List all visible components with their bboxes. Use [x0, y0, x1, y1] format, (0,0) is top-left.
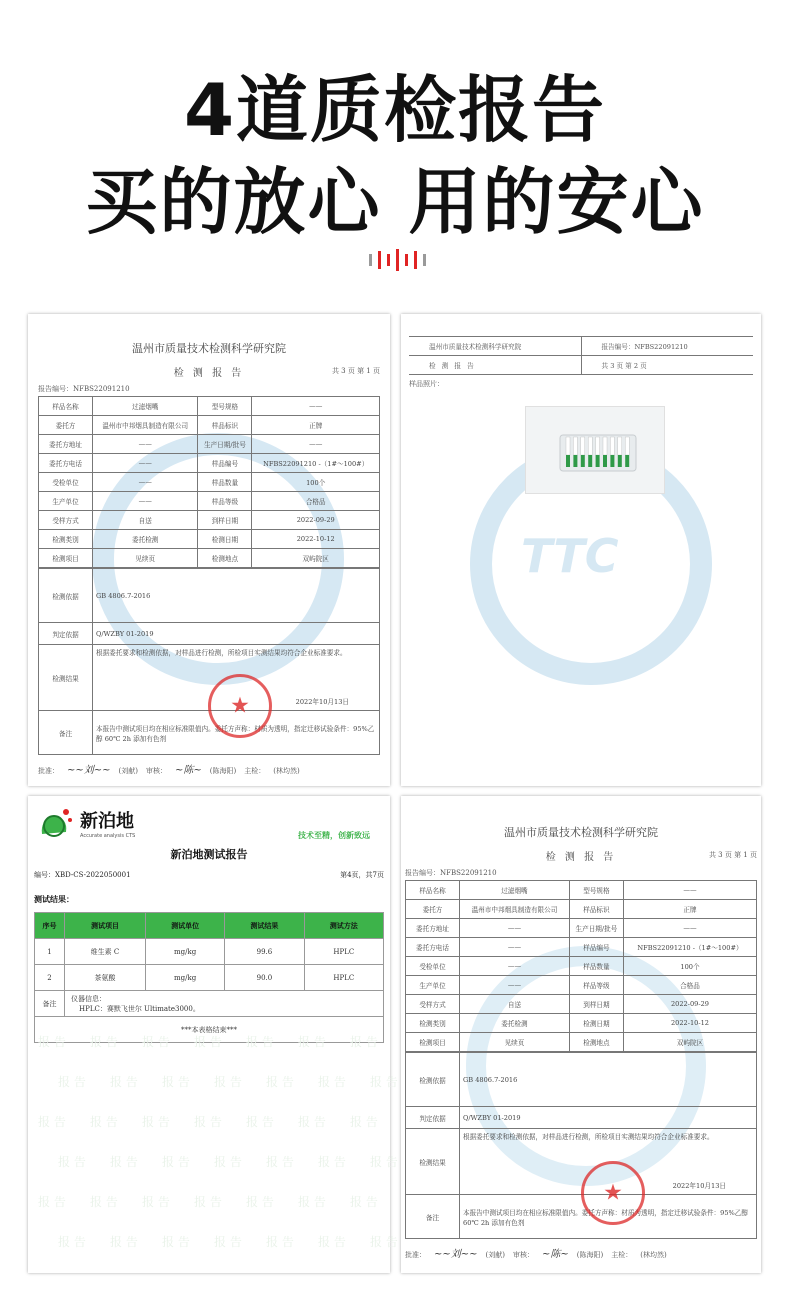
field-value: 100个 [623, 957, 756, 976]
watermark-text: 报 告 [318, 1155, 346, 1169]
field-value: —— [460, 919, 570, 938]
field-label: 样品标识 [198, 416, 252, 435]
filter-tip-green [596, 455, 600, 467]
watermark-text: 报 告 [370, 1235, 398, 1249]
table-row [35, 965, 384, 991]
judge-value: Q/WZBY 01-2019 [93, 623, 380, 645]
field-value: —— [252, 435, 380, 454]
field-label: 样品数量 [198, 473, 252, 492]
field-value: 2022-09-29 [252, 511, 380, 530]
field-value: —— [93, 454, 198, 473]
table-cell: 1 [35, 939, 65, 965]
field-label: 到样日期 [569, 995, 623, 1014]
field-label: 生产日期/批号 [569, 919, 623, 938]
watermark-text: 报 告 [318, 1075, 346, 1089]
filter-tip-green [588, 455, 592, 467]
watermark-text: 报 告 [370, 1075, 398, 1089]
note-value: 本报告中测试项目均在相应标准限值内。委托方声称：材质为透明，指定迁移试验条件：95%乙醇 60℃ 2h 添加有色剂 [93, 711, 380, 755]
filter-tip [573, 437, 577, 455]
report-table-bottom [38, 568, 380, 755]
table-cell: 90.0 [225, 965, 304, 991]
filter-tip [625, 437, 629, 455]
column-header: 测试项目 [65, 913, 146, 939]
signature-review: ~陈~ [174, 765, 202, 776]
main-name: (林均然) [640, 1251, 667, 1259]
report-card-2 [401, 314, 761, 786]
signature-row [405, 1245, 757, 1260]
judge-value: Q/WZBY 01-2019 [460, 1107, 757, 1129]
field-label: 受样方式 [406, 995, 460, 1014]
watermark-text: 报 告 [246, 1115, 274, 1129]
filter-tip-green [610, 455, 614, 467]
main-label: 主检： [611, 1251, 633, 1259]
review-name: (陈海阳) [576, 1251, 604, 1259]
institute-name: 温州市质量技术检测科学研究院 [504, 826, 658, 839]
field-label: 生产日期/批号 [198, 435, 252, 454]
report-row [406, 1033, 757, 1052]
watermark-text: 报 告 [162, 1235, 190, 1249]
results-label: 测试结果： [34, 895, 74, 904]
report-title: 检 测 报 告 [545, 852, 617, 863]
filter-tip [618, 437, 622, 455]
report-row [39, 416, 380, 435]
slogan: 技术至精，创新致远 [298, 831, 370, 840]
field-label: 委托方电话 [39, 454, 93, 473]
field-label: 委托方地址 [39, 435, 93, 454]
signature-row [38, 761, 380, 776]
signature-review: ~陈~ [541, 1249, 569, 1260]
field-label: 检测项目 [39, 549, 93, 568]
field-label: 型号规格 [569, 881, 623, 900]
watermark-text: 报 告 [58, 1235, 86, 1249]
code-value: XBD-CS-2022050001 [55, 871, 131, 879]
table-cell: 2 [35, 965, 65, 991]
field-value: 2022-10-12 [252, 530, 380, 549]
watermark-text: 报 告 [298, 1035, 326, 1049]
table-row [35, 939, 384, 965]
report-number: 报告编号：NFBS22091210 [38, 385, 130, 393]
field-label: 受检单位 [39, 473, 93, 492]
report-row [406, 976, 757, 995]
field-value: 委托检测 [93, 530, 198, 549]
filter-tip-green [581, 455, 585, 467]
field-value: 2022-10-12 [623, 1014, 756, 1033]
judge-label: 判定依据 [39, 623, 93, 645]
report-table [38, 396, 380, 568]
field-value: —— [93, 435, 198, 454]
field-label: 样品编号 [198, 454, 252, 473]
note-label: 备注 [35, 991, 65, 1017]
watermark-text: 报 告 [194, 1035, 222, 1049]
watermark-text: 报 告 [214, 1155, 242, 1169]
field-value: 见续页 [460, 1033, 570, 1052]
table-end: ***本表格结束*** [35, 1017, 384, 1043]
field-label: 受检单位 [406, 957, 460, 976]
filter-tip [603, 437, 607, 455]
institute-name: 温州市质量技术检测科学研究院 [409, 337, 582, 355]
report-card-3 [28, 796, 398, 1273]
field-value: 自送 [460, 995, 570, 1014]
logo-text: 新泊地 [80, 811, 134, 832]
report-table [405, 880, 757, 1052]
field-value: 温州市中邦烟具制造有限公司 [93, 416, 198, 435]
basis-value: GB 4806.7-2016 [460, 1053, 757, 1107]
watermark-text: 报 告 [266, 1075, 294, 1089]
watermark-text: 报 告 [194, 1195, 222, 1209]
note-label: 备注 [406, 1195, 460, 1239]
page-info: 共 3 页 第 2 页 [601, 362, 647, 370]
decorative-divider [355, 248, 435, 272]
review-label: 审核： [145, 767, 167, 775]
signature-approve: ~~刘~~ [434, 1249, 478, 1260]
note-line2: HPLC：赛默飞世尔 Ultimate3000。 [79, 1004, 200, 1013]
basis-label: 检测依据 [39, 569, 93, 623]
watermark-text: 报 告 [350, 1115, 378, 1129]
report-row [39, 473, 380, 492]
institute-name: 温州市质量技术检测科学研究院 [132, 342, 286, 355]
watermark-text: 报 告 [90, 1035, 118, 1049]
watermark-text: 报 告 [214, 1075, 242, 1089]
report-row [39, 549, 380, 568]
watermark-text: 报 告 [110, 1075, 138, 1089]
field-value: 过滤烟嘴 [460, 881, 570, 900]
table-cell: 茶氨酸 [65, 965, 146, 991]
watermark-text: 报 告 [38, 1195, 66, 1209]
field-value: NFBS22091210 -（1#～100#） [623, 938, 756, 957]
field-label: 检测日期 [569, 1014, 623, 1033]
field-label: 生产单位 [39, 492, 93, 511]
field-value: 温州市中邦烟具制造有限公司 [460, 900, 570, 919]
table-cell: mg/kg [145, 939, 224, 965]
report-number: 报告编号：NFBS22091210 [601, 343, 688, 351]
watermark-text: 报 告 [58, 1075, 86, 1089]
watermark-text: 报 告 [58, 1155, 86, 1169]
code-label: 编号： [34, 871, 55, 879]
watermark-text: 报 告 [298, 1195, 326, 1209]
result-text: 根据委托要求和检测依据，对样品进行检测，所检项目实测结果均符合企业标准要求。 [96, 649, 347, 657]
photo-label: 样品照片： [409, 380, 444, 388]
report-date: 2022年10月13日 [672, 1182, 726, 1190]
report-row [406, 1014, 757, 1033]
filter-tip-green [618, 455, 622, 467]
result-label: 检测结果 [406, 1129, 460, 1195]
main-name: (林均然) [273, 767, 300, 775]
column-header: 序号 [35, 913, 65, 939]
field-value: —— [460, 957, 570, 976]
field-label: 样品标识 [569, 900, 623, 919]
table-cell: HPLC [304, 939, 383, 965]
watermark-text: 报 告 [90, 1195, 118, 1209]
report-row [406, 900, 757, 919]
report-card-4 [401, 796, 761, 1273]
field-value: 过滤烟嘴 [93, 397, 198, 416]
field-label: 检测日期 [198, 530, 252, 549]
watermark-text: 报 告 [162, 1075, 190, 1089]
flask-logo-icon [36, 806, 76, 840]
headline-line1: 4道质检报告 [183, 68, 607, 152]
field-value: 委托检测 [460, 1014, 570, 1033]
report-row [39, 397, 380, 416]
watermark-text: 报 告 [246, 1035, 274, 1049]
filter-tip [610, 437, 614, 455]
watermark-text: 报 告 [246, 1195, 274, 1209]
sample-photo [525, 406, 665, 494]
result-label: 检测结果 [39, 645, 93, 711]
filter-tip [566, 437, 570, 455]
approve-label: 批准： [405, 1251, 426, 1259]
watermark-text: 报 告 [298, 1115, 326, 1129]
page-info: 共 3 页 第 1 页 [708, 851, 757, 859]
signature-approve: ~~刘~~ [67, 765, 111, 776]
table-cell: mg/kg [145, 965, 224, 991]
watermark-text: 报 告 [142, 1195, 170, 1209]
field-value: 合格品 [252, 492, 380, 511]
xbd-report-title: 新泊地测试报告 [170, 848, 248, 861]
approve-name: (刘献) [118, 767, 138, 775]
column-header: 测试结果 [225, 913, 304, 939]
filter-tip-green [625, 455, 629, 467]
field-value: 2022-09-29 [623, 995, 756, 1014]
field-label: 样品名称 [39, 397, 93, 416]
result-text: 根据委托要求和检测依据，对样品进行检测，所检项目实测结果均符合企业标准要求。 [463, 1133, 714, 1141]
filter-tip [581, 437, 585, 455]
report-row [406, 881, 757, 900]
official-seal: ★ [208, 674, 272, 738]
field-label: 样品等级 [198, 492, 252, 511]
report-row [39, 435, 380, 454]
field-value: NFBS22091210 -（1#～100#） [252, 454, 380, 473]
field-value: —— [460, 976, 570, 995]
filter-tip [588, 437, 592, 455]
ttc-watermark-text: TTC [521, 529, 619, 583]
field-label: 检测类别 [39, 530, 93, 549]
table-cell: 99.6 [225, 939, 304, 965]
field-label: 检测类别 [406, 1014, 460, 1033]
watermark-text: 报 告 [110, 1235, 138, 1249]
field-value: 双屿院区 [252, 549, 380, 568]
field-value: —— [252, 397, 380, 416]
field-value: 正牌 [252, 416, 380, 435]
sample-photo-image [526, 407, 666, 495]
field-value: 见续页 [93, 549, 198, 568]
field-value: —— [93, 492, 198, 511]
field-value: —— [623, 919, 756, 938]
field-value: 合格品 [623, 976, 756, 995]
results-table [34, 912, 384, 1043]
note-label: 备注 [39, 711, 93, 755]
field-value: 双屿院区 [623, 1033, 756, 1052]
field-label: 委托方电话 [406, 938, 460, 957]
main-label: 主检： [244, 767, 266, 775]
filter-tip-green [603, 455, 607, 467]
page-info: 第4页，共7页 [340, 871, 384, 879]
field-value: 100个 [252, 473, 380, 492]
field-label: 检测项目 [406, 1033, 460, 1052]
report-title: 检 测 报 告 [409, 356, 582, 374]
report-card-1 [28, 314, 390, 786]
note-line1: 仪器信息： [71, 994, 106, 1003]
note-value: 本报告中测试项目均在相应标准限值内。委托方声称：材质为透明，指定迁移试验条件：95%乙醇 60℃ 2h 添加有色剂 [460, 1195, 757, 1239]
page-info: 共 3 页 第 1 页 [331, 367, 380, 375]
headline-line2: 买的放心 用的安心 [85, 160, 705, 244]
field-label: 检测地点 [198, 549, 252, 568]
watermark-text: 报 告 [110, 1155, 138, 1169]
field-label: 生产单位 [406, 976, 460, 995]
watermark-text: 报 告 [194, 1115, 222, 1129]
basis-value: GB 4806.7-2016 [93, 569, 380, 623]
filter-tip-green [566, 455, 570, 467]
report-title: 检 测 报 告 [173, 368, 245, 379]
field-label: 样品数量 [569, 957, 623, 976]
report-row [406, 919, 757, 938]
watermark-text: 报 告 [90, 1115, 118, 1129]
watermark-text: 报 告 [142, 1035, 170, 1049]
watermark-text: 报 告 [162, 1155, 190, 1169]
watermark-pattern [28, 1026, 398, 1266]
report-table-bottom [405, 1052, 757, 1239]
review-label: 审核： [512, 1251, 534, 1259]
field-label: 检测地点 [569, 1033, 623, 1052]
filter-tip-green [573, 455, 577, 467]
official-seal: ★ [581, 1161, 645, 1225]
report-row [406, 938, 757, 957]
field-label: 型号规格 [198, 397, 252, 416]
table-cell: 维生素 C [65, 939, 146, 965]
approve-name: (刘献) [485, 1251, 505, 1259]
field-label: 样品编号 [569, 938, 623, 957]
xbd-logo [36, 806, 135, 840]
report-row [39, 511, 380, 530]
watermark-text: 报 告 [350, 1035, 378, 1049]
watermark-text: 报 告 [318, 1235, 346, 1249]
field-label: 到样日期 [198, 511, 252, 530]
watermark-text: 报 告 [266, 1235, 294, 1249]
field-label: 样品名称 [406, 881, 460, 900]
watermark-text: 报 告 [214, 1235, 242, 1249]
logo-subtext: Accurate analysis CTS [80, 833, 136, 839]
field-value: —— [93, 473, 198, 492]
basis-label: 检测依据 [406, 1053, 460, 1107]
field-label: 委托方 [39, 416, 93, 435]
filter-tip [596, 437, 600, 455]
watermark-text: 报 告 [266, 1155, 294, 1169]
report-date: 2022年10月13日 [295, 698, 349, 706]
field-value: 自送 [93, 511, 198, 530]
report-row [39, 530, 380, 549]
watermark-text: 报 告 [370, 1155, 398, 1169]
table-cell: HPLC [304, 965, 383, 991]
watermark-text: 报 告 [142, 1115, 170, 1129]
watermark-text: 报 告 [350, 1195, 378, 1209]
watermark-text: 报 告 [38, 1115, 66, 1129]
report-row [406, 995, 757, 1014]
watermark-text: 报 告 [38, 1035, 66, 1049]
field-label: 委托方 [406, 900, 460, 919]
report-row [39, 492, 380, 511]
report-number: 报告编号：NFBS22091210 [405, 869, 497, 877]
review-name: (陈海阳) [209, 767, 237, 775]
column-header: 测试方法 [304, 913, 383, 939]
field-label: 样品等级 [569, 976, 623, 995]
field-value: —— [623, 881, 756, 900]
judge-label: 判定依据 [406, 1107, 460, 1129]
report-row [39, 454, 380, 473]
field-label: 受样方式 [39, 511, 93, 530]
field-label: 委托方地址 [406, 919, 460, 938]
field-value: 正牌 [623, 900, 756, 919]
column-header: 测试单位 [145, 913, 224, 939]
field-value: —— [460, 938, 570, 957]
report-row [406, 957, 757, 976]
approve-label: 批准： [38, 767, 59, 775]
